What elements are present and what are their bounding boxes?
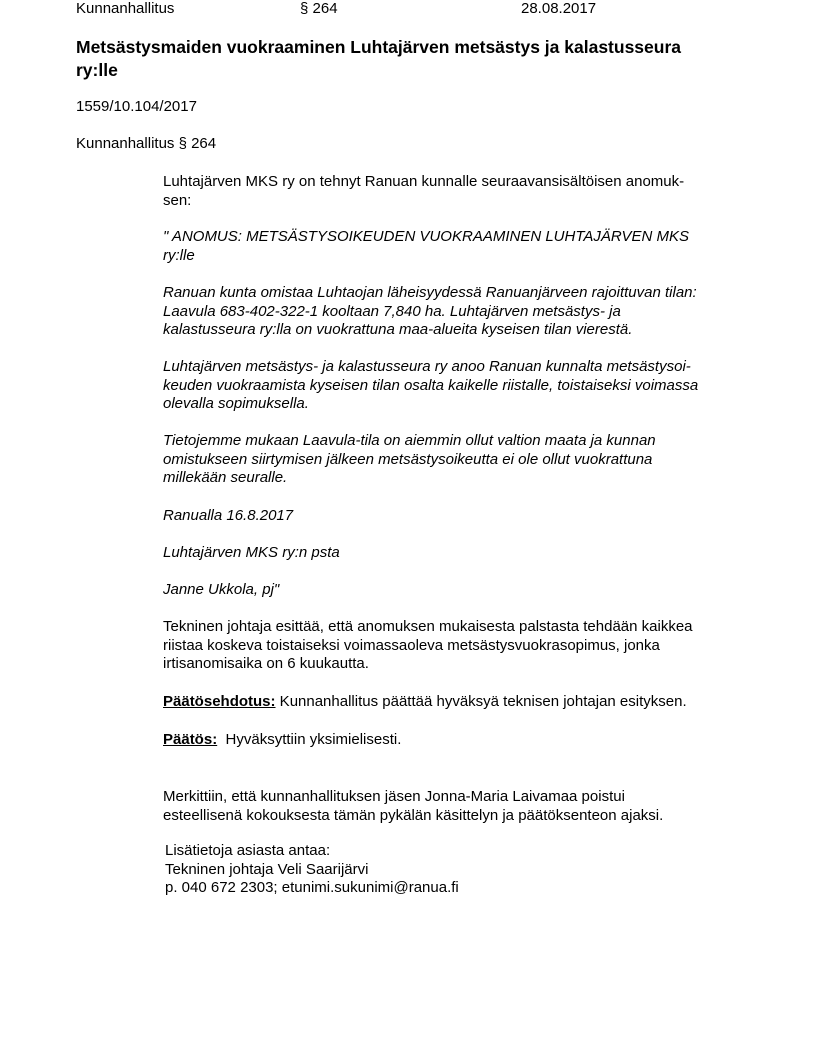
meeting-reference: Kunnanhallitus § 264 [76,135,217,152]
text-line: omistukseen siirtymisen jälkeen metsästysoikeutta ei ole ollut vuokrattuna [163,450,653,468]
text-line: Luhtajärven metsästys- ja kalastusseura ry anoo Ranuan kunnalta metsästysoi- [163,358,691,375]
note-paragraph [163,788,663,825]
contact-info [165,842,459,898]
application-signed-for: Luhtajärven MKS ry:n psta [163,544,340,561]
text-line: Tietojemme mukaan Laavula-tila on aiemmin ollut valtion maata ja kunnan [163,432,656,449]
intro-paragraph [163,173,684,210]
text-line: millekään seuralle. [163,469,288,486]
text-line: irtisanomisaika on 6 kuukautta. [163,655,369,672]
application-place-date: Ranualla 16.8.2017 [163,507,294,524]
header-date: 28.08.2017 [521,0,597,17]
decision-label: Päätös: [163,731,218,748]
text-line: Laavula 683-402-322-1 kooltaan 7,840 ha. Luhtajärven metsästys- ja [163,302,621,320]
decision-proposal [163,693,687,710]
application-heading [163,228,689,265]
header-body: Kunnanhallitus [76,0,175,17]
text-line: Tekninen johtaja esittää, että anomuksen mukaisesta palstasta tehdään kaikkea [163,618,693,635]
title-line: ry:lle [76,60,118,80]
application-paragraph-2 [163,358,698,414]
application-paragraph-3 [163,432,656,488]
decision-proposal-text: Kunnanhallitus päättää hyväksyä teknisen johtajan esityksen. [275,693,687,710]
header-section: § 264 [300,0,338,17]
text-line: ry:lle [163,246,195,264]
text-line: Luhtajärven MKS ry on tehnyt Ranuan kunnalle seuraavansisältöisen anomuk- [163,173,685,190]
text-line: esteellisenä kokouksesta tämän pykälän käsittelyn ja päätöksenteon ajaksi. [163,806,664,824]
text-line: keuden vuokraamista kyseisen tilan osalta kaikelle riistalle, toistaiseksi voimassa [163,376,699,394]
page-title [76,36,681,82]
title-line: Metsästysmaiden vuokraaminen Luhtajärven metsästys ja kalastusseura [76,37,681,57]
record-number: 1559/10.104/2017 [76,98,197,115]
decision-text: Hyväksyttiin yksimielisesti. [217,731,402,748]
text-line: Ranuan kunta omistaa Luhtaojan läheisyydessä Ranuanjärveen rajoittuvan tilan: [163,284,697,301]
text-line: sen: [163,191,192,209]
text-line: Merkittiin, että kunnanhallituksen jäsen Jonna-Maria Laivamaa poistui [163,788,625,805]
application-signatory: Janne Ukkola, pj" [163,581,280,598]
text-line: " ANOMUS: METSÄSTYSOIKEUDEN VUOKRAAMINEN LUHTAJÄRVEN MKS [163,228,689,245]
application-paragraph-1 [163,284,697,340]
decision [163,731,401,748]
text-line: p. 040 672 2303; etunimi.sukunimi@ranua.fi [165,879,459,896]
proposal-paragraph [163,618,693,674]
text-line: Tekninen johtaja Veli Saarijärvi [165,860,369,878]
decision-proposal-label: Päätösehdotus: [163,693,276,710]
text-line: olevalla sopimuksella. [163,395,309,412]
text-line: Lisätietoja asiasta antaa: [165,842,331,859]
text-line: kalastusseura ry:lla on vuokrattuna maa-alueita kyseisen tilan vierestä. [163,321,633,338]
text-line: riistaa koskeva toistaiseksi voimassaoleva metsästysvuokrasopimus, jonka [163,636,660,654]
